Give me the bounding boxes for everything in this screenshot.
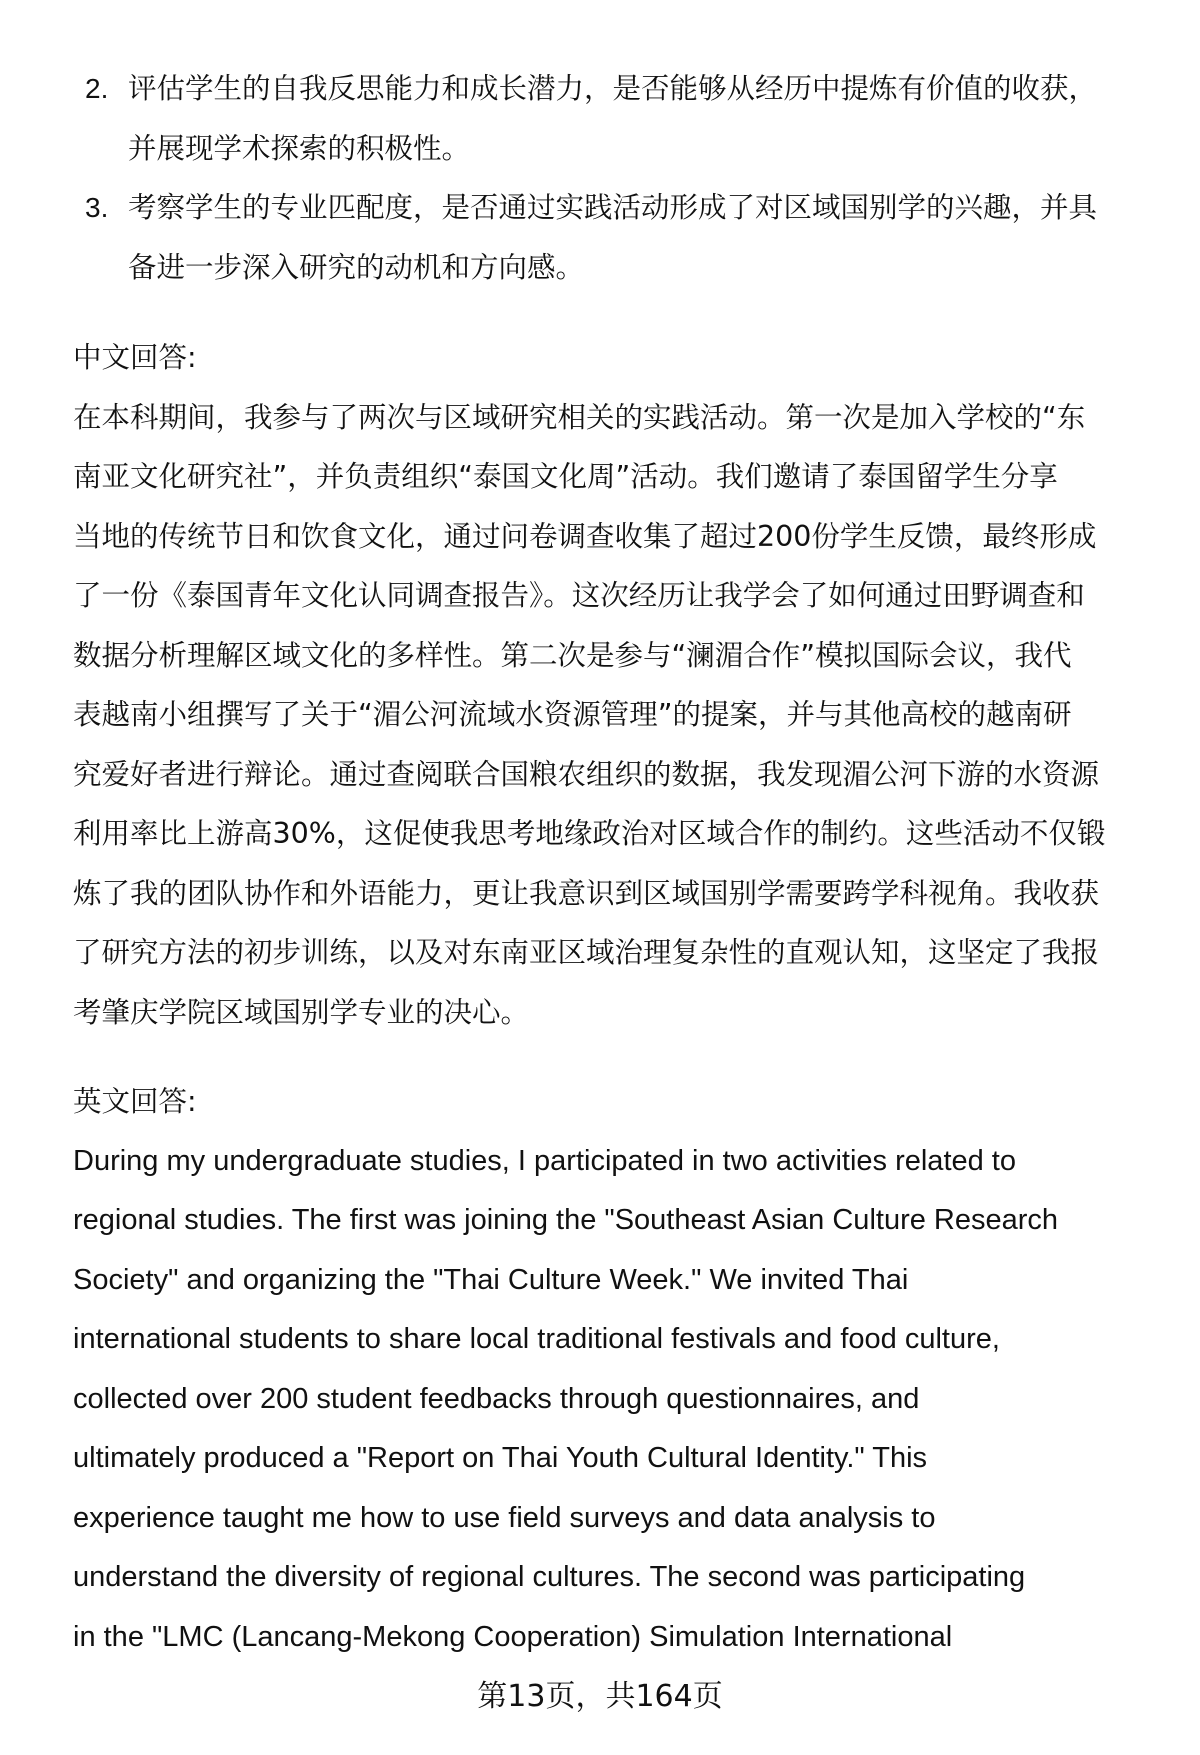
text-line: 了研究方法的初步训练，以及对东南亚区域治理复杂性的直观认知，这坚定了我报 — [73, 936, 1100, 969]
text-line: 究爱好者进行辩论。通过查阅联合国粮农组织的数据，我发现湄公河下游的水资源 — [73, 757, 1100, 791]
text-line: in the "LMC (Lancang-Mekong Cooperation) Simulation International — [73, 1620, 953, 1653]
text-line: 备进一步深入研究的动机和方向感。 — [128, 250, 585, 284]
chinese-answer-body — [73, 388, 1180, 1043]
english-answer-section — [73, 1072, 1180, 1667]
text-line: 评估学生的自我反思能力和成长潜力，是否能够从经历中提炼有价值的收获， — [128, 72, 1098, 105]
text-line: During my undergraduate studies, I participated in two activities related to — [73, 1144, 1016, 1177]
text-line: experience taught me how to use field surveys and data analysis to — [73, 1501, 936, 1534]
text-line: 炼了我的团队协作和外语能力，更让我意识到区域国别学需要跨学科视角。我收获 — [73, 876, 1100, 910]
text-line: 数据分析理解区域文化的多样性。第二次是参与“澜湄合作”模拟国际会议，我代 — [73, 638, 1072, 672]
text-line: Society" and organizing the "Thai Culture Week." We invited Thai — [73, 1263, 909, 1296]
text-line: 考肇庆学院区域国别学专业的决心。 — [73, 995, 530, 1029]
text-line: 表越南小组撰写了关于“湄公河流域水资源管理”的提案，并与其他高校的越南研 — [73, 698, 1072, 731]
text-line: 利用率比上游高30%，这促使我思考地缘政治对区域合作的制约。这些活动不仅锻 — [73, 817, 1106, 850]
english-answer-heading: 英文回答: — [73, 1085, 197, 1118]
text-line: understand the diversity of regional cultures. The second was participating — [73, 1561, 1026, 1593]
english-answer-body — [73, 1132, 1180, 1668]
text-line: collected over 200 student feedbacks through questionnaires, and — [73, 1382, 920, 1415]
page-number: 第13页，共164页 — [477, 1679, 723, 1714]
chinese-answer-section — [73, 328, 1180, 1042]
text-line: 考察学生的专业匹配度，是否通过实践活动形成了对区域国别学的兴趣，并具 — [128, 191, 1098, 224]
text-line: 当地的传统节日和饮食文化，通过问卷调查收集了超过200份学生反馈，最终形成 — [73, 519, 1097, 553]
list-number: 2. — [85, 73, 109, 104]
chinese-answer-heading: 中文回答: — [73, 341, 197, 374]
text-line: international students to share local traditional festivals and food culture, — [73, 1323, 1000, 1355]
text-line: 在本科期间，我参与了两次与区域研究相关的实践活动。第一次是加入学校的“东 — [73, 400, 1086, 434]
text-line: 并展现学术探索的积极性。 — [128, 131, 471, 165]
text-line: regional studies. The first was joining the "Southeast Asian Culture Research — [73, 1204, 1059, 1236]
text-line: 南亚文化研究社”，并负责组织“泰国文化周”活动。我们邀请了泰国留学生分享 — [73, 460, 1058, 493]
text-line: ultimately produced a "Report on Thai Youth Cultural Identity." This — [73, 1442, 928, 1474]
list-number: 3. — [85, 192, 109, 223]
text-line: 了一份《泰国青年文化认同调查报告》。这次经历让我学会了如何通过田野调查和 — [73, 579, 1085, 612]
